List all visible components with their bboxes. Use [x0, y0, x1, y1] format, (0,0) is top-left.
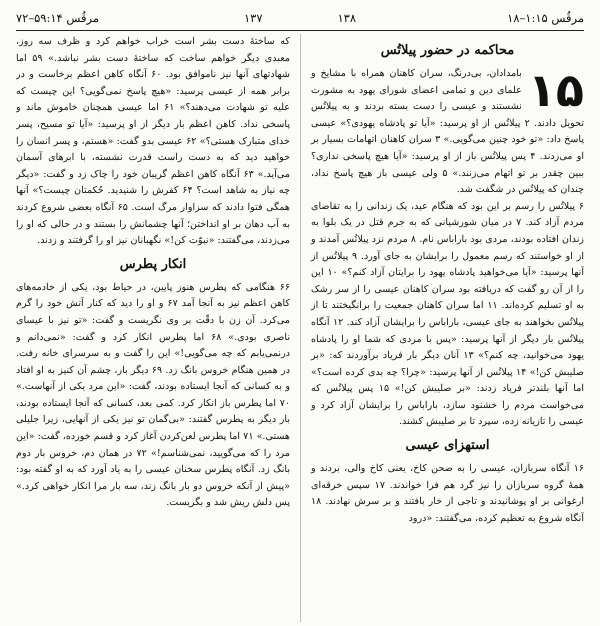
- paragraph: ۶۶ هنگامی که پطرس هنوز پایین، در حیاط بود، یکی از خادمه‌های کاهن اعظم نیز به آنجا آمد ۶۷ و او را دید که کنار آتش خود را گرم می‌کرد. آن زن با دقّت بر وی نگریست و گفت: «تو نیز با عیسای ناصری بودی.» ۶۸ اما پطرس انکار کرد و گفت: «نمی‌دانم و درنمی‌یابم که چه می‌گویی!» این را گفت و به سرسرای خانه رفت. در همین هنگام خروس بانگ زد. ۶۹ دیگر بار، چشم آن کنیز به او افتاد و به کسانی که آنجا ایستاده بودند، گفت: «این مرد یکی از آنهاست.» ۷۰ اما پطرس باز انکار کرد. کمی بعد، کسانی که آنجا ایستاده بودند، بار دیگر به پطرس گفتند: «بی‌گمان تو نیز یکی از آنهایی، زیرا جلیلی هستی.» ۷۱ اما پطرس لعن‌کردن آغاز کرد و قسم خورده، گفت: «این مرد را که می‌گویید، نمی‌شناسم!» ۷۲ در همان دم، خروس بار دوم بانگ زد. آنگاه پطرس سخنان عیسی را به یاد آورد که به او گفته بود: «پیش از آنکه خروس دو بار بانگ زند، سه بار مرا انکار خواهی کرد.» پس دلش ریش شد و بگریست.: [16, 281, 291, 509]
- section-heading-trial-before-pilate: محاکمه در حضور پیلاتُس: [380, 43, 515, 58]
- left-page-number: ۱۳۷: [244, 11, 263, 25]
- right-page-reference: مرقُس ۱:۱۵–۱۸: [507, 11, 584, 25]
- running-head: [16, 8, 584, 28]
- left-page-reference: مرقُس ۵۹:۱۴–۷۲: [16, 11, 100, 25]
- paragraph: ۱۶ آنگاه سربازان، عیسی را به صحن کاخ، یعنی کاخ والی، بردند و همهٔ گروه سربازان را نیز گرد هم فرا خواندند. ۱۷ سپس خرقه‌ای ارغوانی بر او پوشانیدند و تاجی از خار بافتند و بر سرش نهادند. ۱۸ آنگاه شروع به تعظیم کرده، می‌گفتند: «درود: [311, 463, 584, 524]
- chapter-number: ۱۵: [527, 63, 584, 117]
- section-heading-mocking-of-jesus: استهزای عیسی: [405, 438, 490, 454]
- right-page-number: ۱۳۸: [337, 11, 356, 25]
- paragraph: [311, 63, 584, 199]
- section-heading-peter-denial: انکار پطرس: [119, 256, 187, 272]
- text-columns: [16, 34, 584, 622]
- paragraph-text: بامدادان، بی‌درنگ، سران کاهنان همراه با مشایخ و علمای دین و تمامی اعضای شورای یهود به مشورت نشستند و عیسی را دست بسته بردند و به پیلاتُس تحویل دادند. ۲ پیلاتُس از او پرسید: «آیا تو پادشاه یهودی؟» عیسی پاسخ داد: «تو خود چنین می‌گویی.» ۳ سران کاهنان اتهامات بسیار بر او می‌زدند. ۴ پس پیلاتُس باز از او پرسید: «آیا هیچ پاسخی نداری؟ ببین چقدر بر تو اتهام می‌زنند.» ۵ ولی عیسی باز هیچ پاسخ نداد، چندان که پیلاتُس در شگفت شد.: [311, 68, 584, 196]
- right-column: [300, 34, 584, 622]
- header-rule: [16, 30, 584, 31]
- left-column: [16, 34, 300, 622]
- paragraph: ۶ پیلاتُس را رسم بر این بود که هنگام عید، یک زندانی را به تقاضای مردم آزاد کند. ۷ در میان شورشیانی که به جرم قتل در یک بلوا به زندان افتاده بودند، مردی بود باراباس نام. ۸ مردم نزد پیلاتُس آمدند و از او خواستند که رسم معمول را برایشان به جای آورد. ۹ پیلاتُس از آنها پرسید: «آیا می‌خواهید پادشاه یهود را برایتان آزاد کنم؟» ۱۰ این را از آن رو گفت که دریافته بود سران کاهنان عیسی را از سر رشک به او تسلیم کرده‌اند. ۱۱ اما سران کاهنان جمعیت را برانگیختند تا از پیلاتُس بخواهند به جای عیسی، باراباس را برایشان آزاد کند. ۱۲ آنگاه پیلاتُس بار دیگر از آنها پرسید: «پس با مردی که شما او را پادشاه یهود می‌خوانید، چه کنم؟» ۱۳ آنان دیگر بار فریاد برآوردند که: «بر صلیبش کن!» ۱۴ پیلاتُس از آنها پرسید: «چرا؟ چه بدی کرده است؟» اما آنها بلندتر فریاد زدند: «بر صلیبش کن!» ۱۵ پس پیلاتُس که می‌خواست مردم را خشنود سازد، باراباس را برایشان آزاد کرد و عیسی را تازیانه زده، سپرد تا بر صلیبش کشند.: [311, 200, 584, 428]
- paragraph: که ساختهٔ دست بشر است خراب خواهم کرد و ظرف سه روز، معبدی دیگر خواهم ساخت که ساختهٔ دست بشر نباشد.» ۵۹ اما شهادتهای آنها نیز ناموافق بود. ۶۰ آنگاه کاهن اعظم برخاست و در برابر همه از عیسی پرسید: «هیچ پاسخ نمی‌گویی؟ این چیست که علیه تو شهادت می‌دهند؟» ۶۱ اما عیسی همچنان خاموش ماند و پاسخی نداد. کاهن اعظم بار دیگر از او پرسید: «آیا تو مسیح، پسر خدای متبارک هستی؟» ۶۲ عیسی بدو گفت: «هستم، و پسر انسان را خواهید دید که به دست راست قدرت نشسته، با ابرهای آسمان می‌آید.» ۶۳ آنگاه کاهن اعظم گریبان خود را چاک زد و گفت: «دیگر چه نیاز به شاهد است؟ ۶۴ کفرش را شنیدید. حُکمتان چیست؟» آنها همگی فتوا دادند که سزاوار مرگ است. ۶۵ آنگاه بعضی شروع کردند به آب دهان بر او انداختن؛ آنها چشمانش را بستند و در حالی که او را می‌زدند، می‌گفتند: «نبوّت کن!» نگهبانان نیز او را گرفتند و زدند.: [16, 36, 290, 247]
